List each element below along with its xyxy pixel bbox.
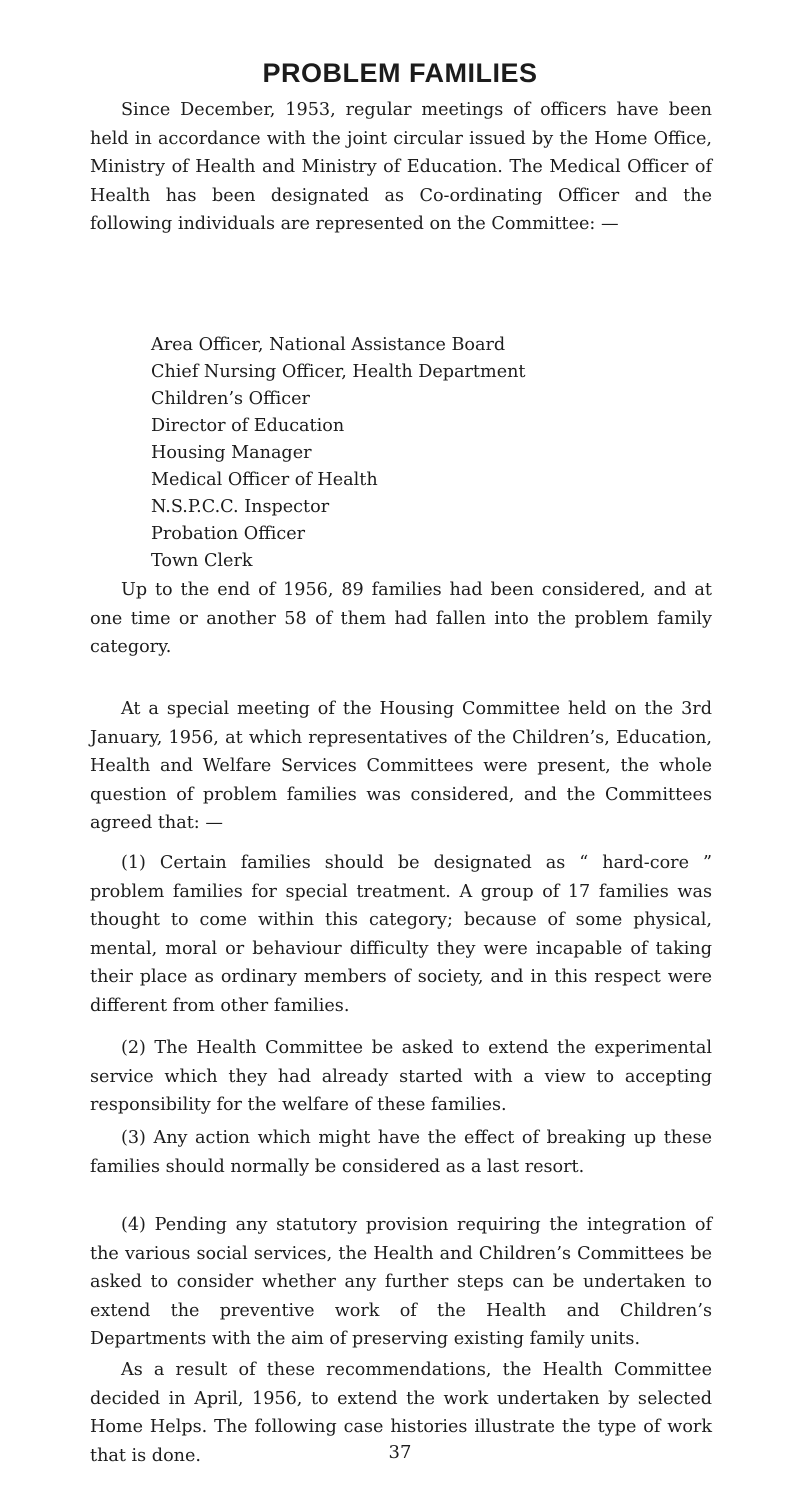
intro-paragraph: Since December, 1953, regular meetings of officers have been held in accordance with the joint circular issued by the Home Office, Ministry of Health and Ministry of Education. The Medical Officer of Health has been designated as Co-ordinating Officer and the following individuals are represented on the Committee: — (90, 100, 712, 234)
committee-member: Children’s Officer (151, 389, 310, 409)
recommendation-3: (3) Any action which might have the effect of breaking up these families should normally be considered as a last resort. (90, 1128, 712, 1177)
meeting-paragraph: At a special meeting of the Housing Committee held on the 3rd January, 1956, at which representatives of the Children’s, Education, Health and Welfare Services Committees were present, the whole question of problem families was considered, and the Committees agreed that: — (90, 699, 712, 833)
committee-member: Director of Education (151, 416, 345, 436)
result-paragraph: As a result of these recommendations, the Health Committee decided in April, 1956, to extend the work undertaken by selected Home Helps. The following case histories illustrate the type of work that is done. (90, 1360, 712, 1466)
committee-member: Medical Officer of Health (151, 470, 378, 490)
committee-member: Probation Officer (151, 524, 306, 544)
families-paragraph: Up to the end of 1956, 89 families had been considered, and at one time or another 58 of them had fallen into the problem family category. (90, 580, 712, 657)
page-number: 37 (388, 1442, 412, 1463)
committee-members-list (151, 332, 526, 575)
recommendation-1: (1) Certain families should be designated as “ hard-core ” problem families for special treatment. A group of 17 families was thought to come within this category; because of some physical, mental, moral or behaviour difficulty they were incapable of taking their place as ordinary members of society, and in this respect were different from other families. (90, 853, 712, 1016)
committee-member: Housing Manager (151, 443, 312, 463)
committee-member: Area Officer, National Assistance Board (151, 335, 506, 355)
committee-member: N.S.P.C.C. Inspector (151, 497, 330, 517)
recommendation-4: (4) Pending any statutory provision requiring the integration of the various social services, the Health and Children’s Committees be asked to consider whether any further steps can be undertaken to extend the preventive work of the Health and Children’s Departments with the aim of preserving existing family units. (90, 1215, 712, 1349)
committee-member: Chief Nursing Officer, Health Department (151, 362, 526, 382)
recommendation-2: (2) The Health Committee be asked to extend the experimental service which they had already started with a view to accepting responsibility for the welfare of these families. (90, 1038, 712, 1115)
page-title: PROBLEM FAMILIES (262, 58, 538, 88)
committee-member: Town Clerk (151, 551, 253, 571)
